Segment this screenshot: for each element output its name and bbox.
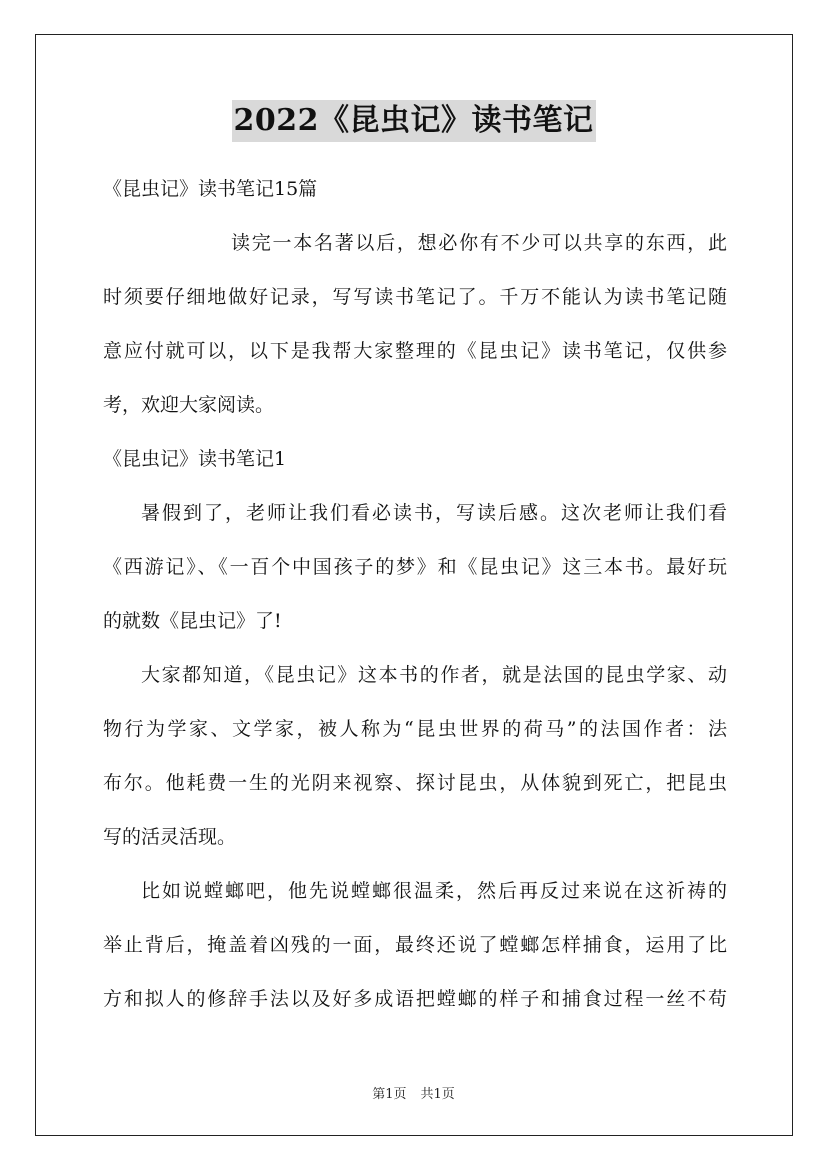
paragraph-2-line-3: 布尔。他耗费一生的光阴来视察、探讨昆虫，从体貌到死亡，把昆虫	[103, 772, 727, 794]
paragraph-2-line-2: 物行为学家、文学家，被人称为“昆虫世界的荷马”的法国作者：法	[103, 718, 727, 740]
paragraph-3-line-2: 举止背后，掩盖着凶残的一面，最终还说了螳螂怎样捕食，运用了比	[103, 934, 727, 956]
section-heading: 《昆虫记》读书笔记1	[103, 448, 287, 470]
intro-paragraph	[103, 226, 727, 422]
paragraph-3	[103, 874, 727, 1016]
paragraph-3-line-3: 方和拟人的修辞手法以及好多成语把螳螂的样子和捕食过程一丝不苟	[103, 988, 727, 1010]
page-number: 第1页	[372, 1087, 407, 1102]
intro-line-4: 考，欢迎大家阅读。	[103, 394, 275, 416]
paragraph-2-line-4: 写的活灵活现。	[103, 826, 237, 848]
page-footer	[0, 1083, 827, 1102]
document-body	[103, 172, 727, 1036]
page-total: 共1页	[420, 1087, 455, 1102]
paragraph-2-line-1: 大家都知道，《昆虫记》这本书的作者，就是法国的昆虫学家、动	[141, 664, 727, 686]
main-heading: 《昆虫记》读书笔记15篇	[103, 178, 318, 200]
intro-line-2: 时须要仔细地做好记录，写写读书笔记了。千万不能认为读书笔记随	[103, 286, 727, 308]
paragraph-1-line-3: 的就数《昆虫记》了!	[103, 610, 282, 632]
document-title: 2022《昆虫记》读书笔记	[232, 100, 596, 142]
paragraph-1-line-2: 《西游记》、《一百个中国孩子的梦》和《昆虫记》这三本书。最好玩	[103, 556, 727, 578]
title-container	[0, 100, 827, 142]
paragraph-1-line-1: 暑假到了，老师让我们看必读书，写读后感。这次老师让我们看	[141, 502, 727, 524]
paragraph-1	[103, 496, 727, 638]
paragraph-3-line-1: 比如说螳螂吧，他先说螳螂很温柔，然后再反过来说在这祈祷的	[141, 880, 727, 902]
paragraph-2	[103, 658, 727, 854]
intro-line-1: 读完一本名著以后，想必你有不少可以共享的东西，此	[231, 232, 727, 254]
intro-line-3: 意应付就可以，以下是我帮大家整理的《昆虫记》读书笔记，仅供参	[103, 340, 727, 362]
